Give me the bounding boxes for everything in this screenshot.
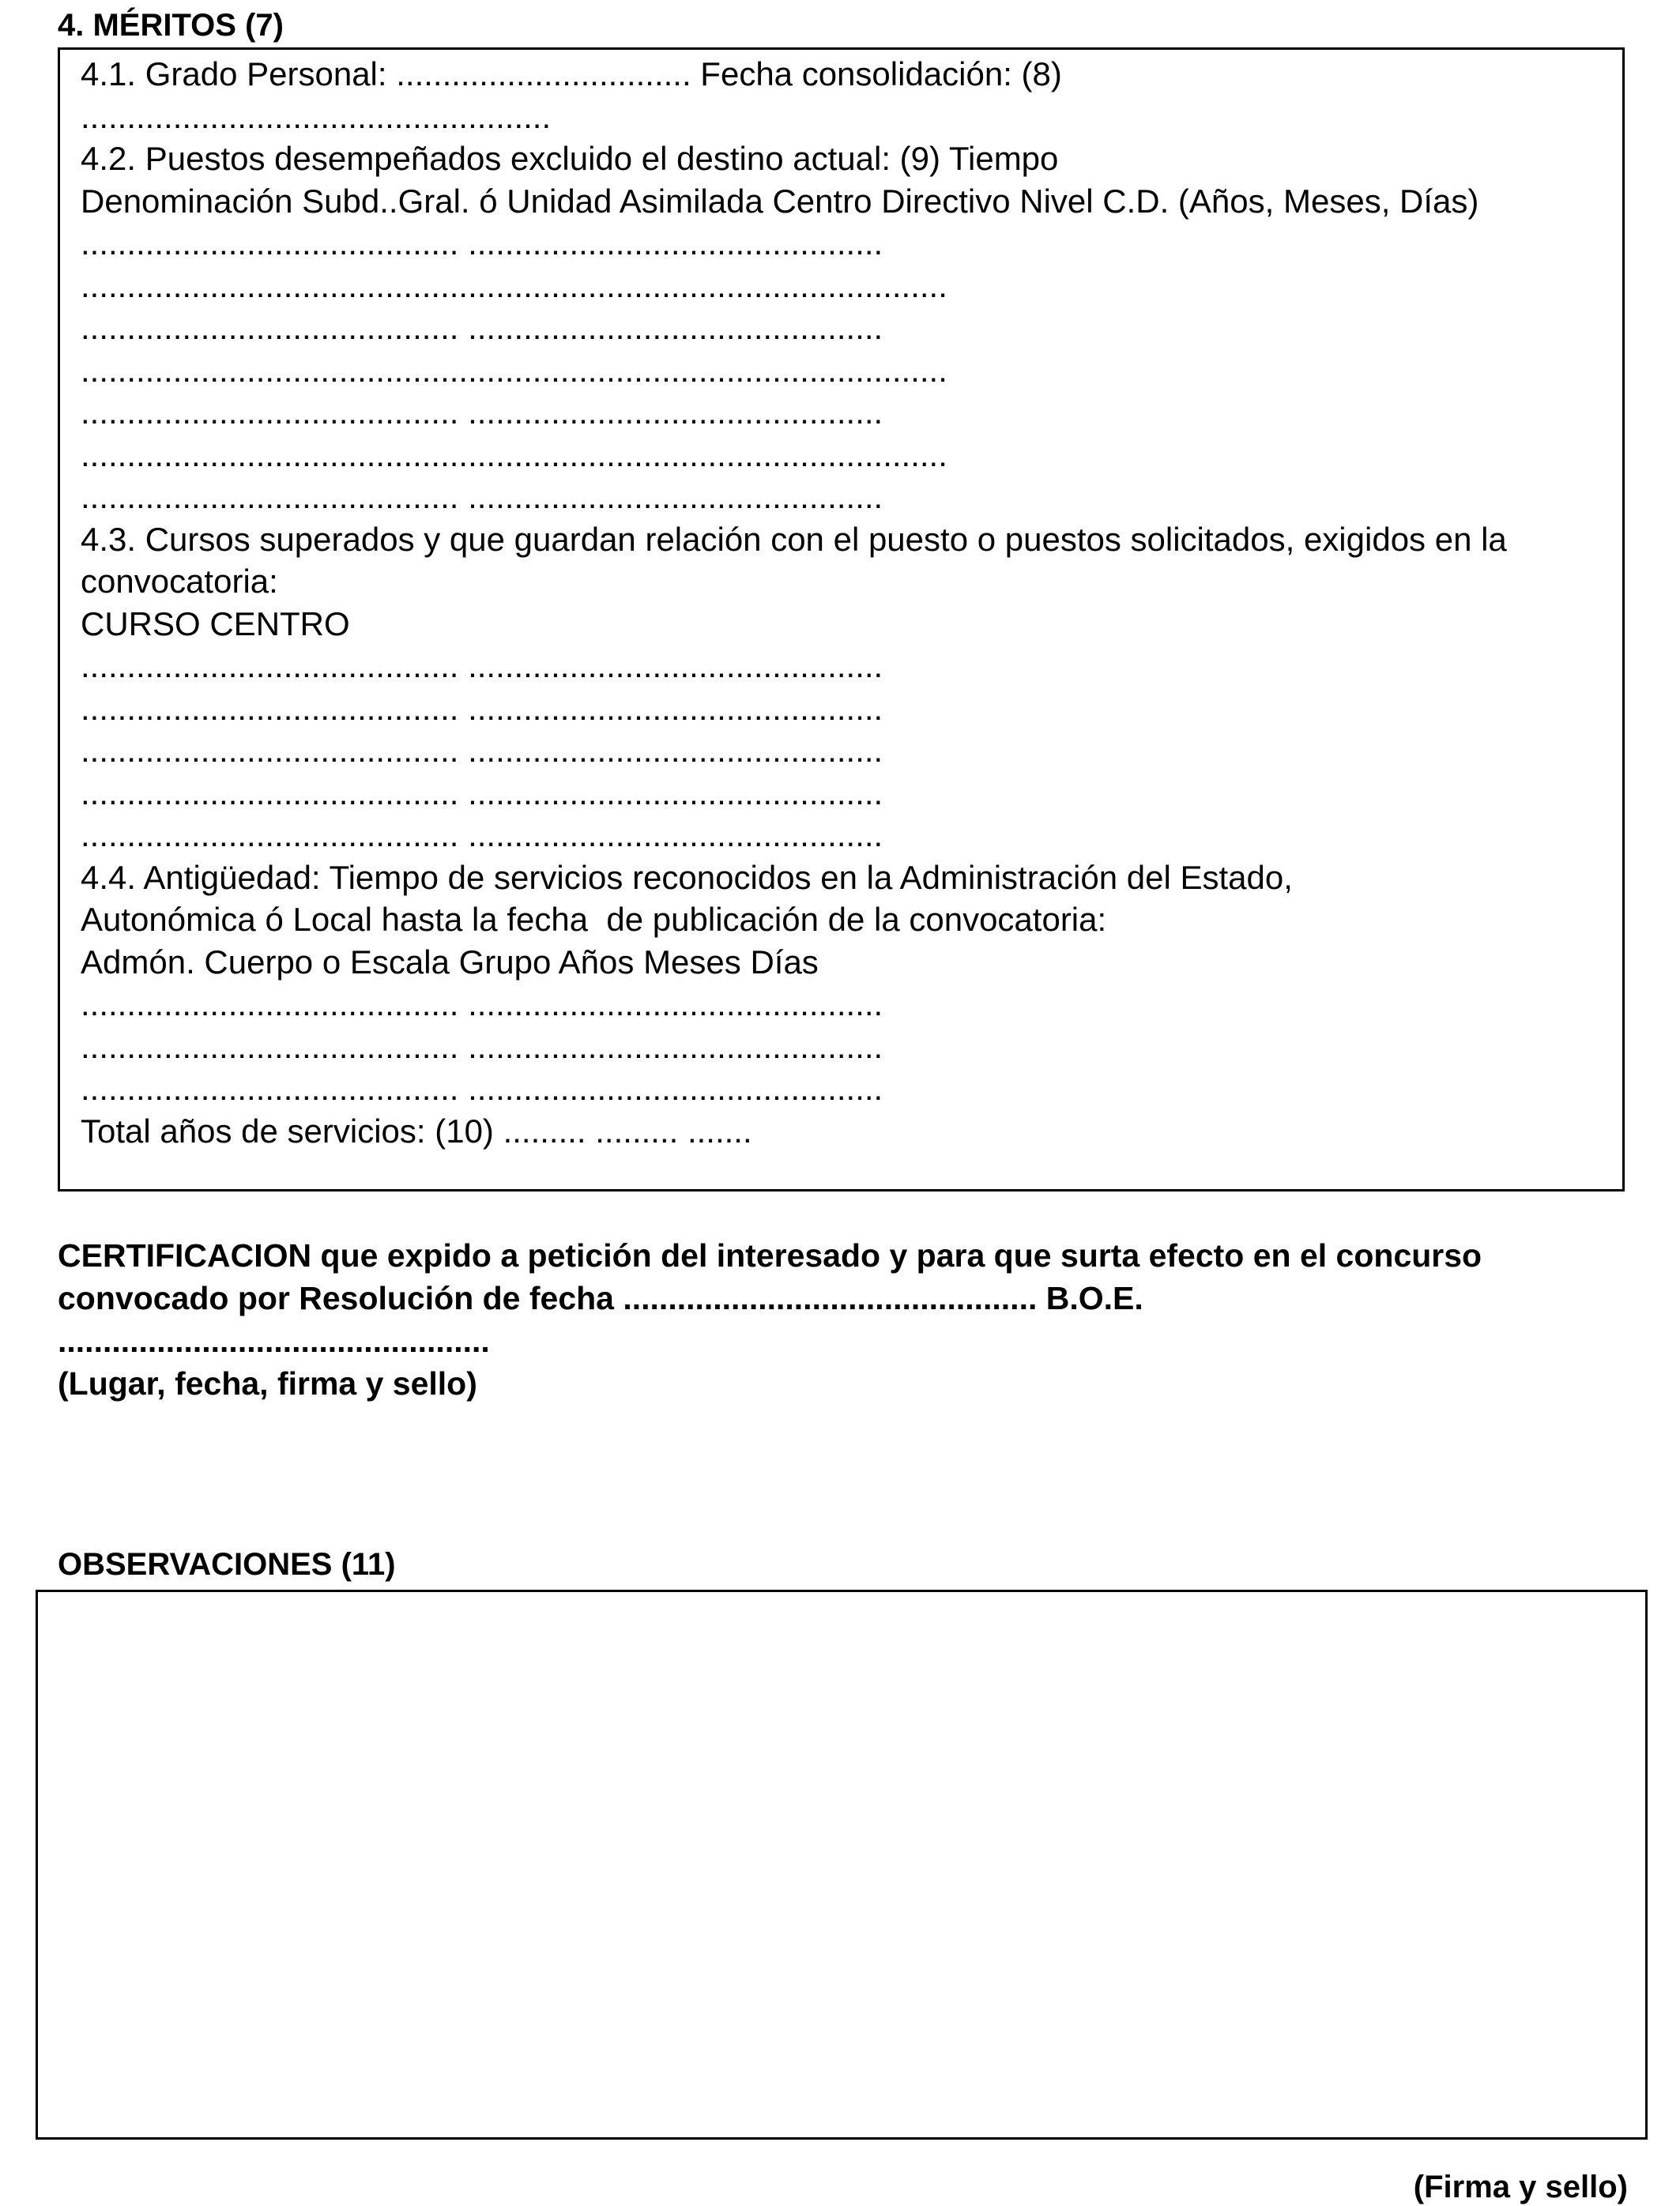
meritos-content	[81, 53, 1599, 1152]
cursos-row: ......................................... .............................................	[81, 647, 883, 684]
certificacion-text: CERTIFICACION que expido a petición del interesado y para que surta efecto en el concurso convocado por Resolución de fecha .............................................. B.O.E.	[58, 1237, 1482, 1316]
grado-personal-dots: ...................................................	[81, 97, 552, 135]
cursos-columns: CURSO CENTRO	[81, 604, 350, 642]
antiguedad-heading: 4.4. Antigüedad: Tiempo de servicios reconocidos en la Administración del Estado,	[81, 858, 1293, 896]
cursos-row: ......................................... .............................................	[81, 816, 883, 853]
boe-dots: ................................................	[58, 1323, 490, 1359]
cursos-row: ......................................... .............................................	[81, 689, 883, 727]
puestos-columns: Denominación Subd..Gral. ó Unidad Asimilada Centro Directivo Nivel C.D. (Años, Meses, Días)	[81, 182, 1479, 220]
puestos-row: ..............................................................................................	[81, 351, 947, 389]
cursos-row: ......................................... .............................................	[81, 774, 883, 811]
total-servicios: Total años de servicios: (10) ......... ......... .......	[81, 1112, 752, 1150]
puestos-row: ......................................... .............................................	[81, 393, 883, 431]
puestos-row: ......................................... .............................................	[81, 478, 883, 515]
puestos-row: ..............................................................................................	[81, 435, 947, 473]
cursos-row: ......................................... .............................................	[81, 732, 883, 769]
antiguedad-row: ......................................... .............................................	[81, 1070, 883, 1107]
cursos-heading: 4.3. Cursos superados y que guardan relación con el puesto o puestos solicitados, exigidos en la convocatoria:	[81, 520, 1507, 600]
meritos-box	[58, 47, 1625, 1191]
observaciones-heading: OBSERVACIONES (11)	[58, 1547, 396, 1582]
puestos-row: ..............................................................................................	[81, 266, 947, 304]
observaciones-box	[36, 1590, 1648, 2140]
antiguedad-row: ......................................... .............................................	[81, 985, 883, 1022]
firma-sello: (Firma y sello)	[1413, 2170, 1628, 2204]
meritos-heading: 4. MÉRITOS (7)	[58, 8, 284, 43]
antiguedad-heading-cont: Autonómica ó Local hasta la fecha de publicación de la convocatoria:	[81, 901, 1107, 938]
lugar-fecha-firma: (Lugar, fecha, firma y sello)	[58, 1365, 477, 1402]
puestos-row: ......................................... .............................................	[81, 309, 883, 346]
puestos-heading: 4.2. Puestos desempeñados excluido el destino actual: (9) Tiempo	[81, 140, 1059, 177]
certificacion-block	[58, 1234, 1630, 1405]
grado-personal-line: 4.1. Grado Personal: ................................ Fecha consolidación: (8)	[81, 55, 1062, 92]
puestos-row: ......................................... .............................................	[81, 224, 883, 262]
antiguedad-columns: Admón. Cuerpo o Escala Grupo Años Meses Días	[81, 943, 819, 981]
antiguedad-row: ......................................... .............................................	[81, 1027, 883, 1065]
